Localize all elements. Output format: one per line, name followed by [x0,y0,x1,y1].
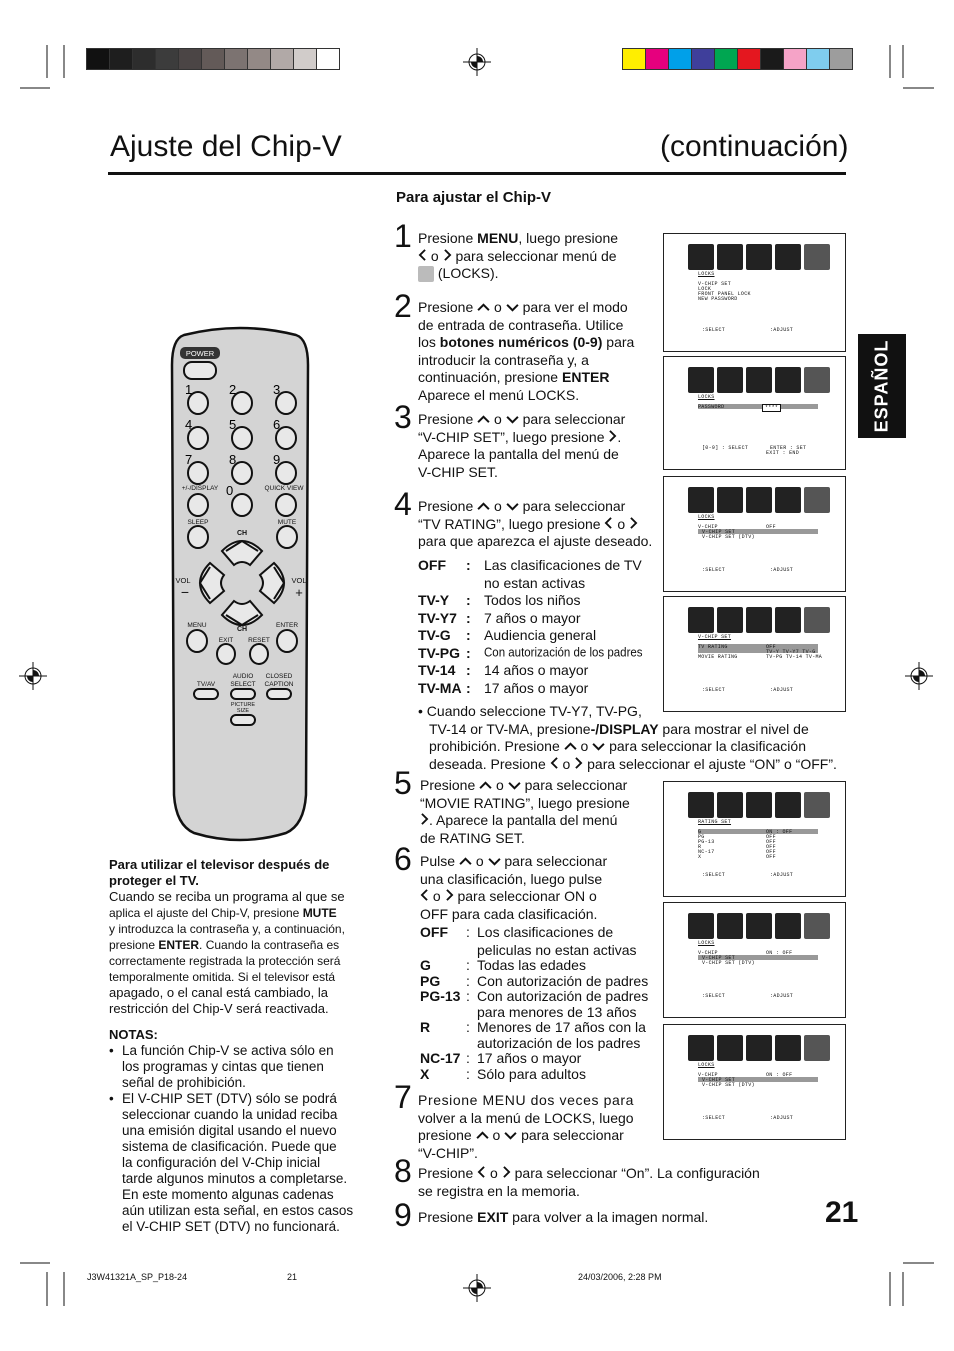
screen-line: G [698,829,702,835]
screen-value: OFF [766,854,776,860]
picture-size-button[interactable] [231,715,255,725]
tv-screen-5 [663,781,846,897]
exit-button[interactable] [217,644,235,664]
movie-rating-row: X : Sólo para adultos [420,1065,586,1082]
num-label: 5 [229,417,237,432]
screen-line: V-CHIP [698,524,718,530]
screen-line: V-CHIP SET (DTV) [702,534,755,540]
tools-menu-icon [775,244,801,270]
page-title: Ajuste del Chip-V [110,130,342,163]
screen-line: LOCK [698,286,712,292]
power-button[interactable] [184,362,216,379]
left-arrow-icon [418,249,427,261]
menu-button[interactable] [187,630,207,652]
screen-value: TV-PG TV-14 TV-MA [766,654,823,660]
vol-minus-label: − [180,584,190,600]
right-arrow-icon [502,1166,511,1178]
num-label: 1 [185,382,193,397]
down-arrow-icon [504,1131,517,1140]
movie-rating-list [420,925,660,1082]
screen-value: ON : OFF [766,1072,793,1078]
screen-title: RATING SET [698,819,732,825]
lock-menu-icon [804,792,830,818]
tv-rating-row: TV-Y7 : 7 años o mayor [418,609,581,626]
title-rule [108,172,846,175]
screen-title: LOCKS [698,1062,715,1068]
screen-footer-left: :SELECT [702,567,726,573]
lock-menu-icon [804,487,830,513]
menu-icon-row [688,367,830,393]
screen-line: PG-13 [698,839,715,845]
down-arrow-icon [506,303,519,312]
screen-line: FRONT PANEL LOCK [698,291,751,297]
tv-rating-list [418,557,658,697]
vol-right-label: VOL [291,576,307,585]
exit-label: EXIT [218,637,234,644]
audio-label-1: AUDIO [232,673,254,680]
movie-rating-row-cont: autorización de los padres [477,1034,641,1051]
power-label: POWER [185,349,215,358]
step-7-number: 7 [394,1079,412,1115]
picture-menu-icon [688,244,714,270]
up-arrow-icon [459,857,472,866]
audio-menu-icon [717,913,743,939]
screen-footer-left: [0-9] : SELECT [702,445,749,451]
screen-value: ON : OFF [766,950,793,956]
step-5-text: Presione o para seleccionar “MOVIE RATING”, luego presione . Aparece la pantalla del menú de RATING SET. [420,777,630,846]
remote-control [166,325,314,845]
screen-line: V-CHIP SET [702,529,736,535]
num-label: 2 [229,382,237,397]
tools-menu-icon [775,367,801,393]
footer-file: J3W41321A_SP_P18-24 [87,1272,188,1282]
tv-rating-row: TV-PG : Con autorización de los padres [418,644,643,661]
screen-line: PASSWORD [698,404,725,410]
closed-label-1: CLOSED [265,673,293,680]
password-field: **** [762,404,781,412]
screen-title: LOCKS [698,271,715,277]
display-label: +/-/DISPLAY [181,485,219,492]
screen-title: LOCKS [698,514,715,520]
lock-menu-icon [804,367,830,393]
tv-screen-1 [663,233,846,352]
num-label: 8 [229,452,237,467]
menu-icon-row [688,1035,830,1061]
picture-menu-icon [688,607,714,633]
screen-value: OFF [766,644,776,650]
step-8-text: Presione o para seleccionar “On”. La configuración se registra en la memoria. [418,1165,760,1199]
tv-screen-6 [663,902,846,1018]
picture-menu-icon [688,792,714,818]
mute-button[interactable] [277,526,297,548]
screen-footer-right: :ADJUST [770,567,794,573]
footer-date: 24/03/2006, 2:28 PM [578,1272,662,1282]
tv-screen-7 [663,1024,846,1140]
screen-line: V-CHIP SET (DTV) [702,960,755,966]
closed-label-2: CAPTION [264,681,294,688]
tv-rating-row: TV-MA : 17 años o mayor [418,679,589,696]
right-arrow-icon [420,813,429,825]
movie-rating-row: OFF : Los clasificaciones de [420,924,614,940]
movie-rating-row: PG-13 : Con autorización de padres [420,988,649,1004]
tv-rating-row: TV-14 : 14 años o mayor [418,662,589,678]
down-arrow-icon [592,742,605,751]
screen-line: X [698,854,702,860]
quickview-label: QUICK VIEW [264,485,304,492]
screen-footer-left: :SELECT [702,993,726,999]
screen-value: TV-Y TV-Y7 TV-G [766,649,816,655]
screen-footer-left: :SELECT [702,327,726,333]
screen-footer-left: :SELECT [702,872,726,878]
audio-menu-icon [717,792,743,818]
screen-line: V-CHIP SET (DTV) [702,1082,755,1088]
picture-menu-icon [688,913,714,939]
up-arrow-icon [477,502,490,511]
vol-left-label: VOL [175,576,191,585]
lock-menu-icon [804,244,830,270]
tv-screen-3 [663,476,846,592]
lock-icon [418,266,434,282]
step-6-number: 6 [394,841,412,877]
screen-footer-right: ENTER : SET [770,445,807,451]
tv-screen-2 [663,356,846,470]
right-arrow-icon [608,430,617,442]
page-title-continuation: (continuación) [660,130,849,163]
screen-footer-right: :ADJUST [770,993,794,999]
page-number: 21 [825,1196,859,1229]
audio-label-2: SELECT [230,681,256,688]
footer-page: 21 [287,1272,298,1282]
tools-menu-icon [775,607,801,633]
tv-rating-row: TV-G : Audiencia general [418,627,597,643]
enter-label: ENTER [275,622,299,629]
display-button[interactable] [188,494,208,516]
picture-menu-icon [688,367,714,393]
num-label: 0 [226,483,234,498]
audio-menu-icon [717,487,743,513]
setup-menu-icon [746,1035,772,1061]
left-arrow-icon [604,517,613,529]
tools-menu-icon [775,487,801,513]
up-arrow-icon [477,303,490,312]
right-arrow-icon [443,249,452,261]
step-3-text: Presione o para seleccionar “V-CHIP SET”, luego presione . Aparece la pantalla del menú de V-CHIP SET. [418,411,626,480]
screen-value: OFF [766,844,776,850]
screen-value: OFF [766,839,776,845]
right-arrow-icon [629,517,638,529]
down-arrow-icon [506,502,519,511]
num-button-0[interactable] [232,494,252,516]
screen-title: V-CHIP SET [698,634,732,640]
screen-value: OFF [766,849,776,855]
usage-notes: Para utilizar el televisor después de proteger el TV. Cuando se reciba un programa al que se aplica el ajuste del Chip-V, presione MUTE y introduzca la contraseña y, a continuación, presione ENTER. Cuando la contraseña es correctamente registrada la protección será temporalmente omitida. Si el televisor está apagado, o el canal está cambiado, la restricción del Chip-V será reactivada. NOTAS: • La función Chip-V se activa sólo en los programas y cintas que tienen señal de prohibición. • El V-CHIP SET (DTV) sólo se podrá seleccionar cuando la unidad reciba una emisión digital usando el nuevo sistema de clasificación. Puede que la configuración del V-Chip inicial tarde algunos minutos a completarse. En este momento algunas cadenas aún utilizan esta señal, en estos casos el V-CHIP SET (DTV) no funcionará. [109,857,354,1234]
setup-menu-icon [746,607,772,633]
picture-menu-icon [688,1035,714,1061]
tv-rating-row-cont: no estan activas [484,574,586,591]
screen-value: OFF [766,524,776,530]
num-label: 7 [185,452,193,467]
setup-menu-icon [746,913,772,939]
screen-line: V-CHIP SET [698,281,732,287]
movie-rating-row: G : Todas las edades [420,957,586,973]
step-1-text: Presione MENU, luego presione o para seleccionar menú de (LOCKS). [418,230,619,281]
movie-rating-row: PG : Con autorización de padres [420,972,649,989]
menu-label: MENU [187,622,207,629]
num-label: 3 [273,382,281,397]
down-arrow-icon [508,781,521,790]
tools-menu-icon [775,1035,801,1061]
screen-line: V-CHIP SET [702,955,736,961]
screen-line: R [698,844,702,850]
picture-label-2: SIZE [236,708,250,714]
right-arrow-icon [445,889,454,901]
step-1-number: 1 [394,218,412,254]
tv-screen-4 [663,596,846,712]
step-4-number: 4 [394,486,412,522]
left-arrow-icon [550,757,559,769]
screen-footer-right-2: EXIT : END [766,450,800,456]
menu-icon-row [688,913,830,939]
menu-icon-row [688,487,830,513]
tvav-label: TV/AV [196,681,216,688]
num-label: 6 [273,417,281,432]
step-2-text: Presione o para ver el modo de entrada de contraseña. Utilice los botones numéricos (0-9) para introducir la contraseña y, a continuación, presione ENTER Aparece el menú LOCKS. [418,299,635,403]
left-arrow-icon [477,1166,486,1178]
language-tab: ESPAÑOL [858,334,906,438]
step-7-text: Presione MENU dos veces para volver a la menú de LOCKS, luego presione o para seleccionar “V-CHIP”. [418,1092,634,1161]
screen-value: ON : OFF [766,829,793,835]
screen-line: NEW PASSWORD [698,296,738,302]
setup-menu-icon [746,244,772,270]
screen-footer-right: :ADJUST [770,1115,794,1121]
step-6-text: Pulse o para seleccionar una clasificación, luego pulse o para seleccionar ON o OFF para cada clasificación. [420,853,608,922]
setup-menu-icon [746,487,772,513]
screen-line: TV RATING [698,644,728,650]
section-heading: Para ajustar el Chip-V [396,189,552,206]
step-3-number: 3 [394,399,412,435]
left-arrow-icon [420,889,429,901]
step-2-number: 2 [394,288,412,324]
setup-menu-icon [746,367,772,393]
movie-rating-row: NC-17 : 17 años o mayor [420,1050,582,1066]
menu-icon-row [688,244,830,270]
quickview-button[interactable] [276,494,296,516]
tv-rating-row: OFF : Las clasificaciones de TV [418,557,642,573]
down-arrow-icon [488,857,501,866]
mute-label: MUTE [277,519,297,526]
screen-footer-right: :ADJUST [770,687,794,693]
screen-line: NC-17 [698,849,715,855]
screen-line: V-CHIP [698,950,718,956]
picture-label-1: PICTURE [230,702,256,708]
sleep-button[interactable] [188,526,208,548]
audio-select-button[interactable] [231,689,255,699]
ch-up-label: CH [236,530,248,537]
step-9-text: Presione EXIT para volver a la imagen normal. [418,1209,709,1225]
picture-menu-icon [688,487,714,513]
up-arrow-icon [476,1131,489,1140]
closed-caption-button[interactable] [267,689,291,699]
step-8-number: 8 [394,1153,412,1189]
up-arrow-icon [477,415,490,424]
setup-menu-icon [746,792,772,818]
screen-footer-right: :ADJUST [770,327,794,333]
menu-icon-row [688,792,830,818]
down-arrow-icon [506,415,519,424]
screen-footer-right: :ADJUST [770,872,794,878]
movie-rating-row: R : Menores de 17 años con la [420,1019,646,1035]
audio-menu-icon [717,367,743,393]
enter-button[interactable] [277,630,297,652]
movie-rating-row-cont: para menores de 13 años [477,1003,637,1020]
screen-title: LOCKS [698,940,715,946]
tv-rating-row: TV-Y : Todos los niños [418,592,581,608]
screen-line: MOVIE RATING [698,654,738,660]
movie-rating-row-cont: peliculas no estan activas [477,941,637,958]
num-label: 4 [185,417,193,432]
right-arrow-icon [574,757,583,769]
screen-line: V-CHIP [698,1072,718,1078]
lock-menu-icon [804,913,830,939]
step-9-number: 9 [394,1197,412,1233]
up-arrow-icon [564,742,577,751]
num-label: 9 [273,452,281,467]
lock-menu-icon [804,1035,830,1061]
up-arrow-icon [479,781,492,790]
step-4-text: Presione o para seleccionar “TV RATING”, luego presione o para que aparezca el ajuste deseado. [418,498,653,549]
audio-menu-icon [717,1035,743,1061]
audio-menu-icon [717,607,743,633]
screen-value: OFF [766,834,776,840]
tvav-button[interactable] [194,689,218,699]
menu-icon-row [688,607,830,633]
vol-plus-label: + [295,585,303,600]
screen-line: V-CHIP SET [702,1077,736,1083]
screen-footer-left: :SELECT [702,1115,726,1121]
ch-down-label: CH [236,626,248,633]
tools-menu-icon [775,792,801,818]
sleep-label: SLEEP [187,519,209,526]
tv-rating-note: • Cuando seleccione TV-Y7, TV-PG, TV-14 or TV-MA, presione-/DISPLAY para mostrar el nivel de prohibición. Presione o para seleccionar la clasificación deseada. Presione o para seleccionar el ajuste “ON” o “OFF”. [418,703,837,772]
tools-menu-icon [775,913,801,939]
reset-button[interactable] [250,644,268,664]
screen-title: LOCKS [698,394,715,400]
reset-label: RESET [248,637,270,644]
step-5-number: 5 [394,765,412,801]
dpad[interactable] [200,541,284,625]
lock-menu-icon [804,607,830,633]
audio-menu-icon [717,244,743,270]
screen-footer-left: :SELECT [702,687,726,693]
screen-line: PG [698,834,705,840]
